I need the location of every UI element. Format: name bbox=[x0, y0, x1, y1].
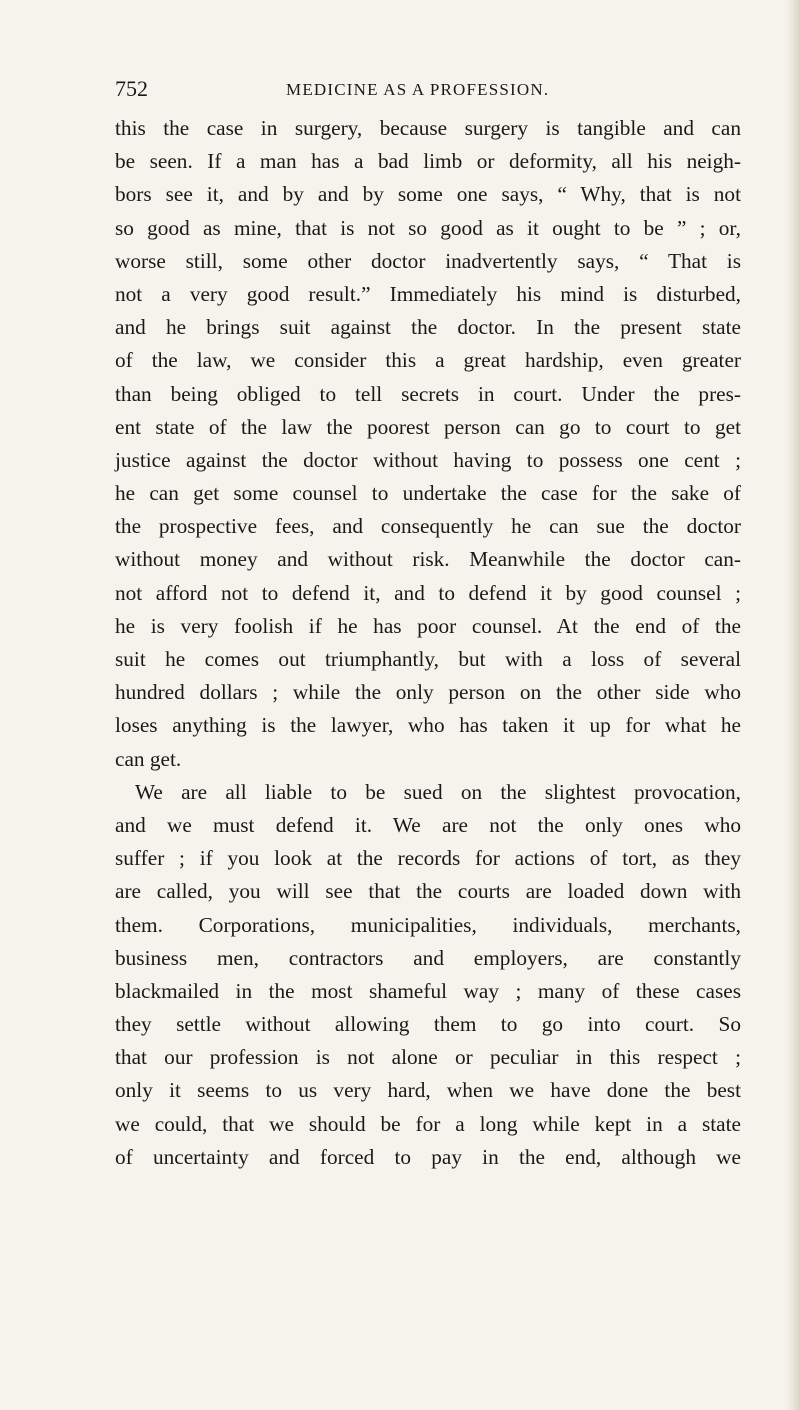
text-line: worse still, some other doctor inadvertently says, “ That is bbox=[115, 248, 741, 273]
text-line: they settle without allowing them to go into court. So bbox=[115, 1012, 741, 1037]
text-line: he can get some counsel to undertake the case for the sake of bbox=[115, 481, 741, 506]
text-line: suffer ; if you look at the records for actions of tort, as they bbox=[115, 846, 741, 871]
paragraph-end-line: can get. bbox=[115, 746, 182, 771]
body-text bbox=[115, 112, 741, 1174]
running-head bbox=[115, 74, 741, 104]
text-line: without money and without risk. Meanwhile the doctor can- bbox=[115, 547, 741, 572]
text-line: this the case in surgery, because surgery is tangible and can bbox=[115, 116, 741, 140]
text-line: we could, that we should be for a long while kept in a state bbox=[115, 1111, 741, 1136]
text-line: of the law, we consider this a great hardship, even greater bbox=[115, 348, 741, 373]
text-line: and we must defend it. We are not the only ones who bbox=[115, 812, 741, 837]
text-line: so good as mine, that is not so good as it ought to be ” ; or, bbox=[115, 215, 741, 240]
text-line: hundred dollars ; while the only person on the other side who bbox=[115, 680, 741, 705]
text-line: be seen. If a man has a bad limb or deformity, all his neigh- bbox=[115, 149, 741, 174]
text-line: blackmailed in the most shameful way ; many of these cases bbox=[115, 978, 741, 1003]
text-line: loses anything is the lawyer, who has taken it up for what he bbox=[115, 713, 741, 738]
text-line: justice against the doctor without having to possess one cent ; bbox=[115, 447, 741, 472]
text-line: of uncertainty and forced to pay in the end, although we bbox=[115, 1144, 741, 1169]
text-line: than being obliged to tell secrets in court. Under the pres- bbox=[115, 381, 741, 406]
text-line: not a very good result.” Immediately his mind is disturbed, bbox=[115, 281, 741, 306]
running-title: MEDICINE AS A PROFESSION. bbox=[286, 80, 550, 99]
text-line: them. Corporations, municipalities, individuals, merchants, bbox=[115, 912, 741, 937]
text-line: the prospective fees, and consequently he can sue the doctor bbox=[115, 514, 741, 539]
text-line: suit he comes out triumphantly, but with a loss of several bbox=[115, 647, 741, 671]
text-line: not afford not to defend it, and to defend it by good counsel ; bbox=[115, 580, 741, 605]
text-line: ent state of the law the poorest person can go to court to get bbox=[115, 414, 741, 439]
text-line: are called, you will see that the courts are loaded down with bbox=[115, 879, 741, 904]
text-line: that our profession is not alone or peculiar in this respect ; bbox=[115, 1045, 741, 1070]
page-edge-shadow bbox=[786, 0, 800, 1410]
page-number: 752 bbox=[115, 76, 148, 101]
text-line: bors see it, and by and by some one says, “ Why, that is not bbox=[115, 182, 741, 207]
text-line: and he brings suit against the doctor. In the present state bbox=[115, 315, 741, 340]
text-line: business men, contractors and employers, are constantly bbox=[115, 945, 741, 970]
text-line: only it seems to us very hard, when we have done the best bbox=[115, 1078, 741, 1103]
paragraph-start-line: We are all liable to be sued on the slightest provocation, bbox=[135, 779, 741, 804]
text-line: he is very foolish if he has poor counsel. At the end of the bbox=[115, 613, 741, 638]
